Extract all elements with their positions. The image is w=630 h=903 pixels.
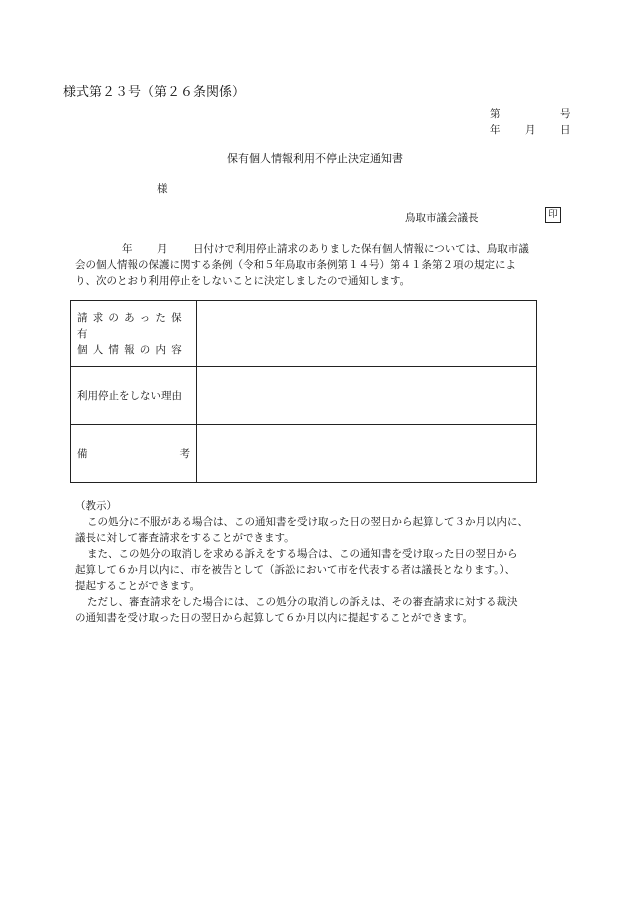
notes-line-7: の通知書を受け取った日の翌日から起算して６か月以内に提起することができます。 (75, 612, 474, 624)
date-year: 年 (490, 124, 501, 136)
refusal-reason-label (71, 367, 197, 425)
table-row (71, 425, 537, 483)
number-prefix: 第 (490, 108, 501, 120)
remarks-label-left: 備 (77, 448, 88, 460)
table-row (71, 367, 537, 425)
recipient-suffix: 様 (157, 183, 168, 195)
notes-line-2: 議長に対して審査請求をすることができます。 (75, 532, 295, 544)
notes-line-1: この処分に不服がある場合は、この通知書を受け取った日の翌日から起算して３か月以内に、 (87, 516, 528, 528)
body-month: 月 (157, 243, 168, 255)
body-line-1: 日付けで利用停止請求のありました保有個人情報については、鳥取市議 (193, 243, 529, 255)
date-month: 月 (525, 124, 536, 136)
notes-heading: （教示） (75, 500, 117, 512)
remarks-label-right: 考 (179, 448, 190, 460)
notes-line-5: 提起することができます。 (75, 580, 201, 592)
form-number: 様式第２３号（第２６条関係） (63, 85, 246, 100)
remarks-label (71, 425, 197, 483)
remarks-value[interactable] (197, 425, 537, 483)
issuer-name: 鳥取市議会議長 (405, 212, 479, 224)
body-line-3: り、次のとおり利用停止をしないことに決定しましたので通知します。 (75, 275, 411, 287)
table-row (71, 301, 537, 367)
refusal-reason-label-text: 利用停止をしない理由 (77, 390, 182, 402)
document-title: 保有個人情報利用不停止決定通知書 (227, 152, 403, 165)
requested-info-label-line1: 請求のあった保有 (77, 311, 187, 340)
notes-line-6: ただし、審査請求をした場合には、この処分の取消しの訴えは、その審査請求に対する裁決 (87, 596, 518, 608)
requested-info-value[interactable] (197, 301, 537, 367)
seal-mark: 印 (545, 207, 561, 223)
decision-table (70, 300, 537, 483)
number-suffix: 号 (560, 108, 571, 120)
notes-line-3: また、この処分の取消しを求める訴えをする場合は、この通知書を受け取った日の翌日から (87, 548, 518, 560)
notes-line-4: 起算して６か月以内に、市を被告として（訴訟において市を代表する者は議長となります。）、 (75, 564, 516, 576)
requested-info-label-line2: 個人情報の内容 (77, 343, 187, 356)
body-line-2: 会の個人情報の保護に関する条例（令和５年鳥取市条例第１４号）第４１条第２項の規定によ (75, 259, 516, 271)
body-year: 年 (122, 243, 133, 255)
date-day: 日 (560, 124, 571, 136)
requested-info-label (71, 301, 197, 367)
refusal-reason-value[interactable] (197, 367, 537, 425)
